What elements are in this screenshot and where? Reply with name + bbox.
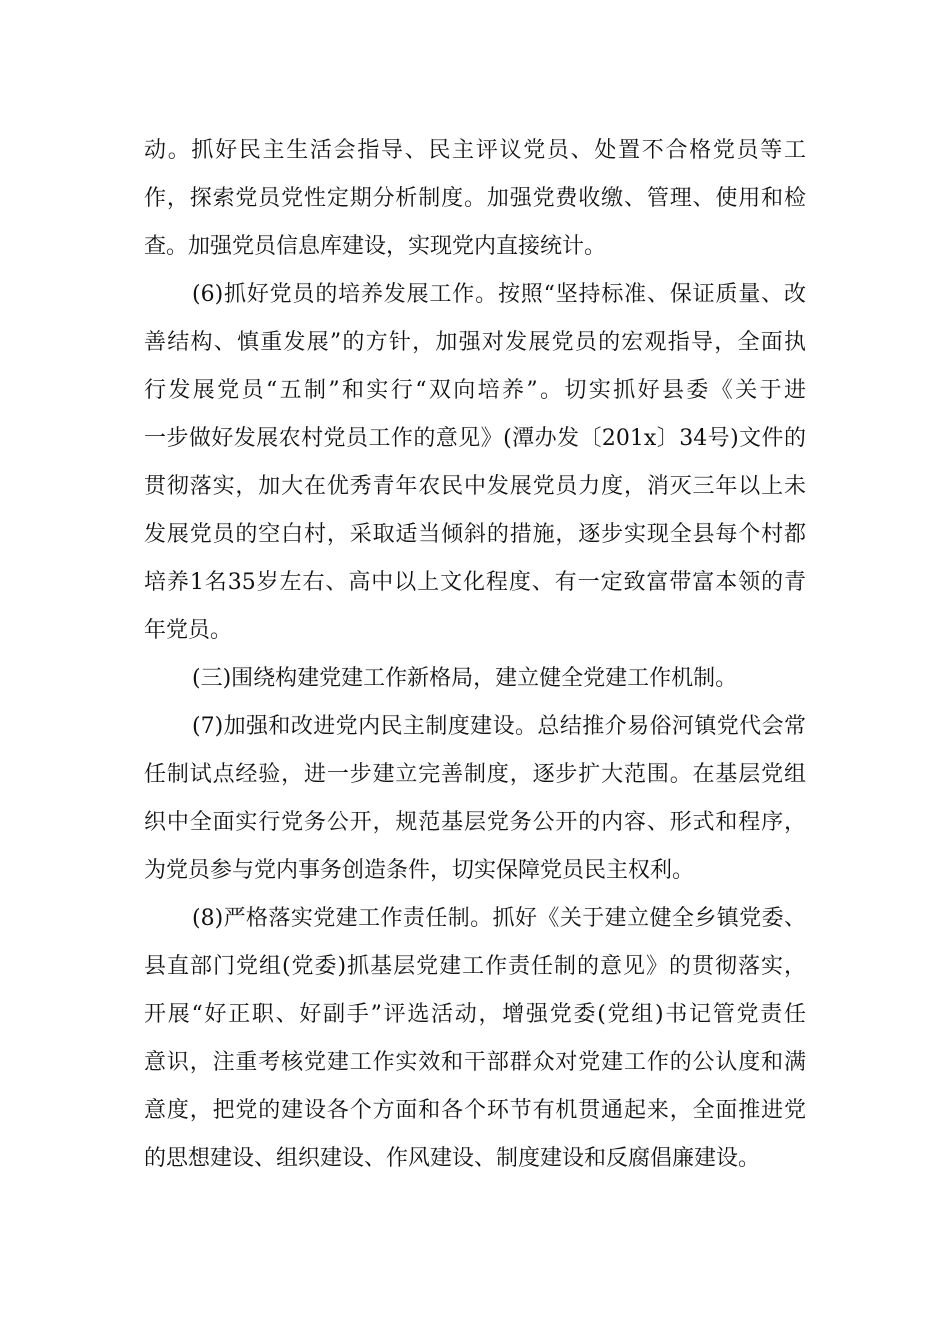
- text-line: (7)加强和改进党内民主制度建设。总结推介易俗河镇党代会常: [192, 714, 806, 739]
- text-line: 意识，注重考核党建工作实效和干部群众对党建工作的公认度和满: [144, 1050, 806, 1075]
- text-line: 意度，把党的建设各个方面和各个环节有机贯通起来，全面推进党: [144, 1098, 806, 1123]
- text-line: 行发展党员“五制”和实行“双向培养”。切实抓好县委《关于进: [144, 378, 806, 403]
- text-line: 发展党员的空白村，采取适当倾斜的措施，逐步实现全县每个村都: [144, 522, 806, 547]
- text-line: 开展“好正职、好副手”评选活动，增强党委(党组)书记管党责任: [144, 1002, 806, 1027]
- text-line: 培养1名35岁左右、高中以上文化程度、有一定致富带富本领的青: [144, 570, 806, 595]
- text-line: 县直部门党组(党委)抓基层党建工作责任制的意见》的贯彻落实，: [144, 954, 806, 979]
- paragraph-party-life-supervision: [144, 127, 806, 271]
- text-line: 查。加强党员信息库建设，实现党内直接统计。: [144, 234, 607, 259]
- text-line: 织中全面实行党务公开，规范基层党务公开的内容、形式和程序，: [144, 810, 806, 835]
- text-line: (8)严格落实党建工作责任制。抓好《关于建立健全乡镇党委、: [192, 906, 806, 931]
- text-line: 贯彻落实，加大在优秀青年农民中发展党员力度，消灭三年以上未: [144, 474, 806, 499]
- section-heading-3: [144, 655, 806, 703]
- text-line: (6)抓好党员的培养发展工作。按照“坚持标准、保证质量、改: [192, 282, 806, 307]
- text-line: 善结构、慎重发展”的方针，加强对发展党员的宏观指导，全面执: [144, 330, 806, 355]
- paragraph-item-6: [144, 271, 806, 655]
- document-body: [144, 127, 806, 1183]
- section-heading: (三)围绕构建党建工作新格局，建立健全党建工作机制。: [192, 666, 738, 691]
- text-line: 为党员参与党内事务创造条件，切实保障党员民主权利。: [144, 858, 695, 883]
- text-line: 动。抓好民主生活会指导、民主评议党员、处置不合格党员等工: [144, 138, 806, 163]
- text-line: 作，探索党员党性定期分析制度。加强党费收缴、管理、使用和检: [144, 186, 806, 211]
- text-line: 任制试点经验，进一步建立完善制度，逐步扩大范围。在基层党组: [144, 762, 806, 787]
- paragraph-item-8: [144, 895, 806, 1183]
- text-line: 的思想建设、组织建设、作风建设、制度建设和反腐倡廉建设。: [144, 1146, 761, 1171]
- paragraph-item-7: [144, 703, 806, 895]
- text-line: 年党员。: [144, 618, 233, 643]
- text-line: 一步做好发展农村党员工作的意见》(潭办发〔201x〕34号)文件的: [144, 426, 806, 451]
